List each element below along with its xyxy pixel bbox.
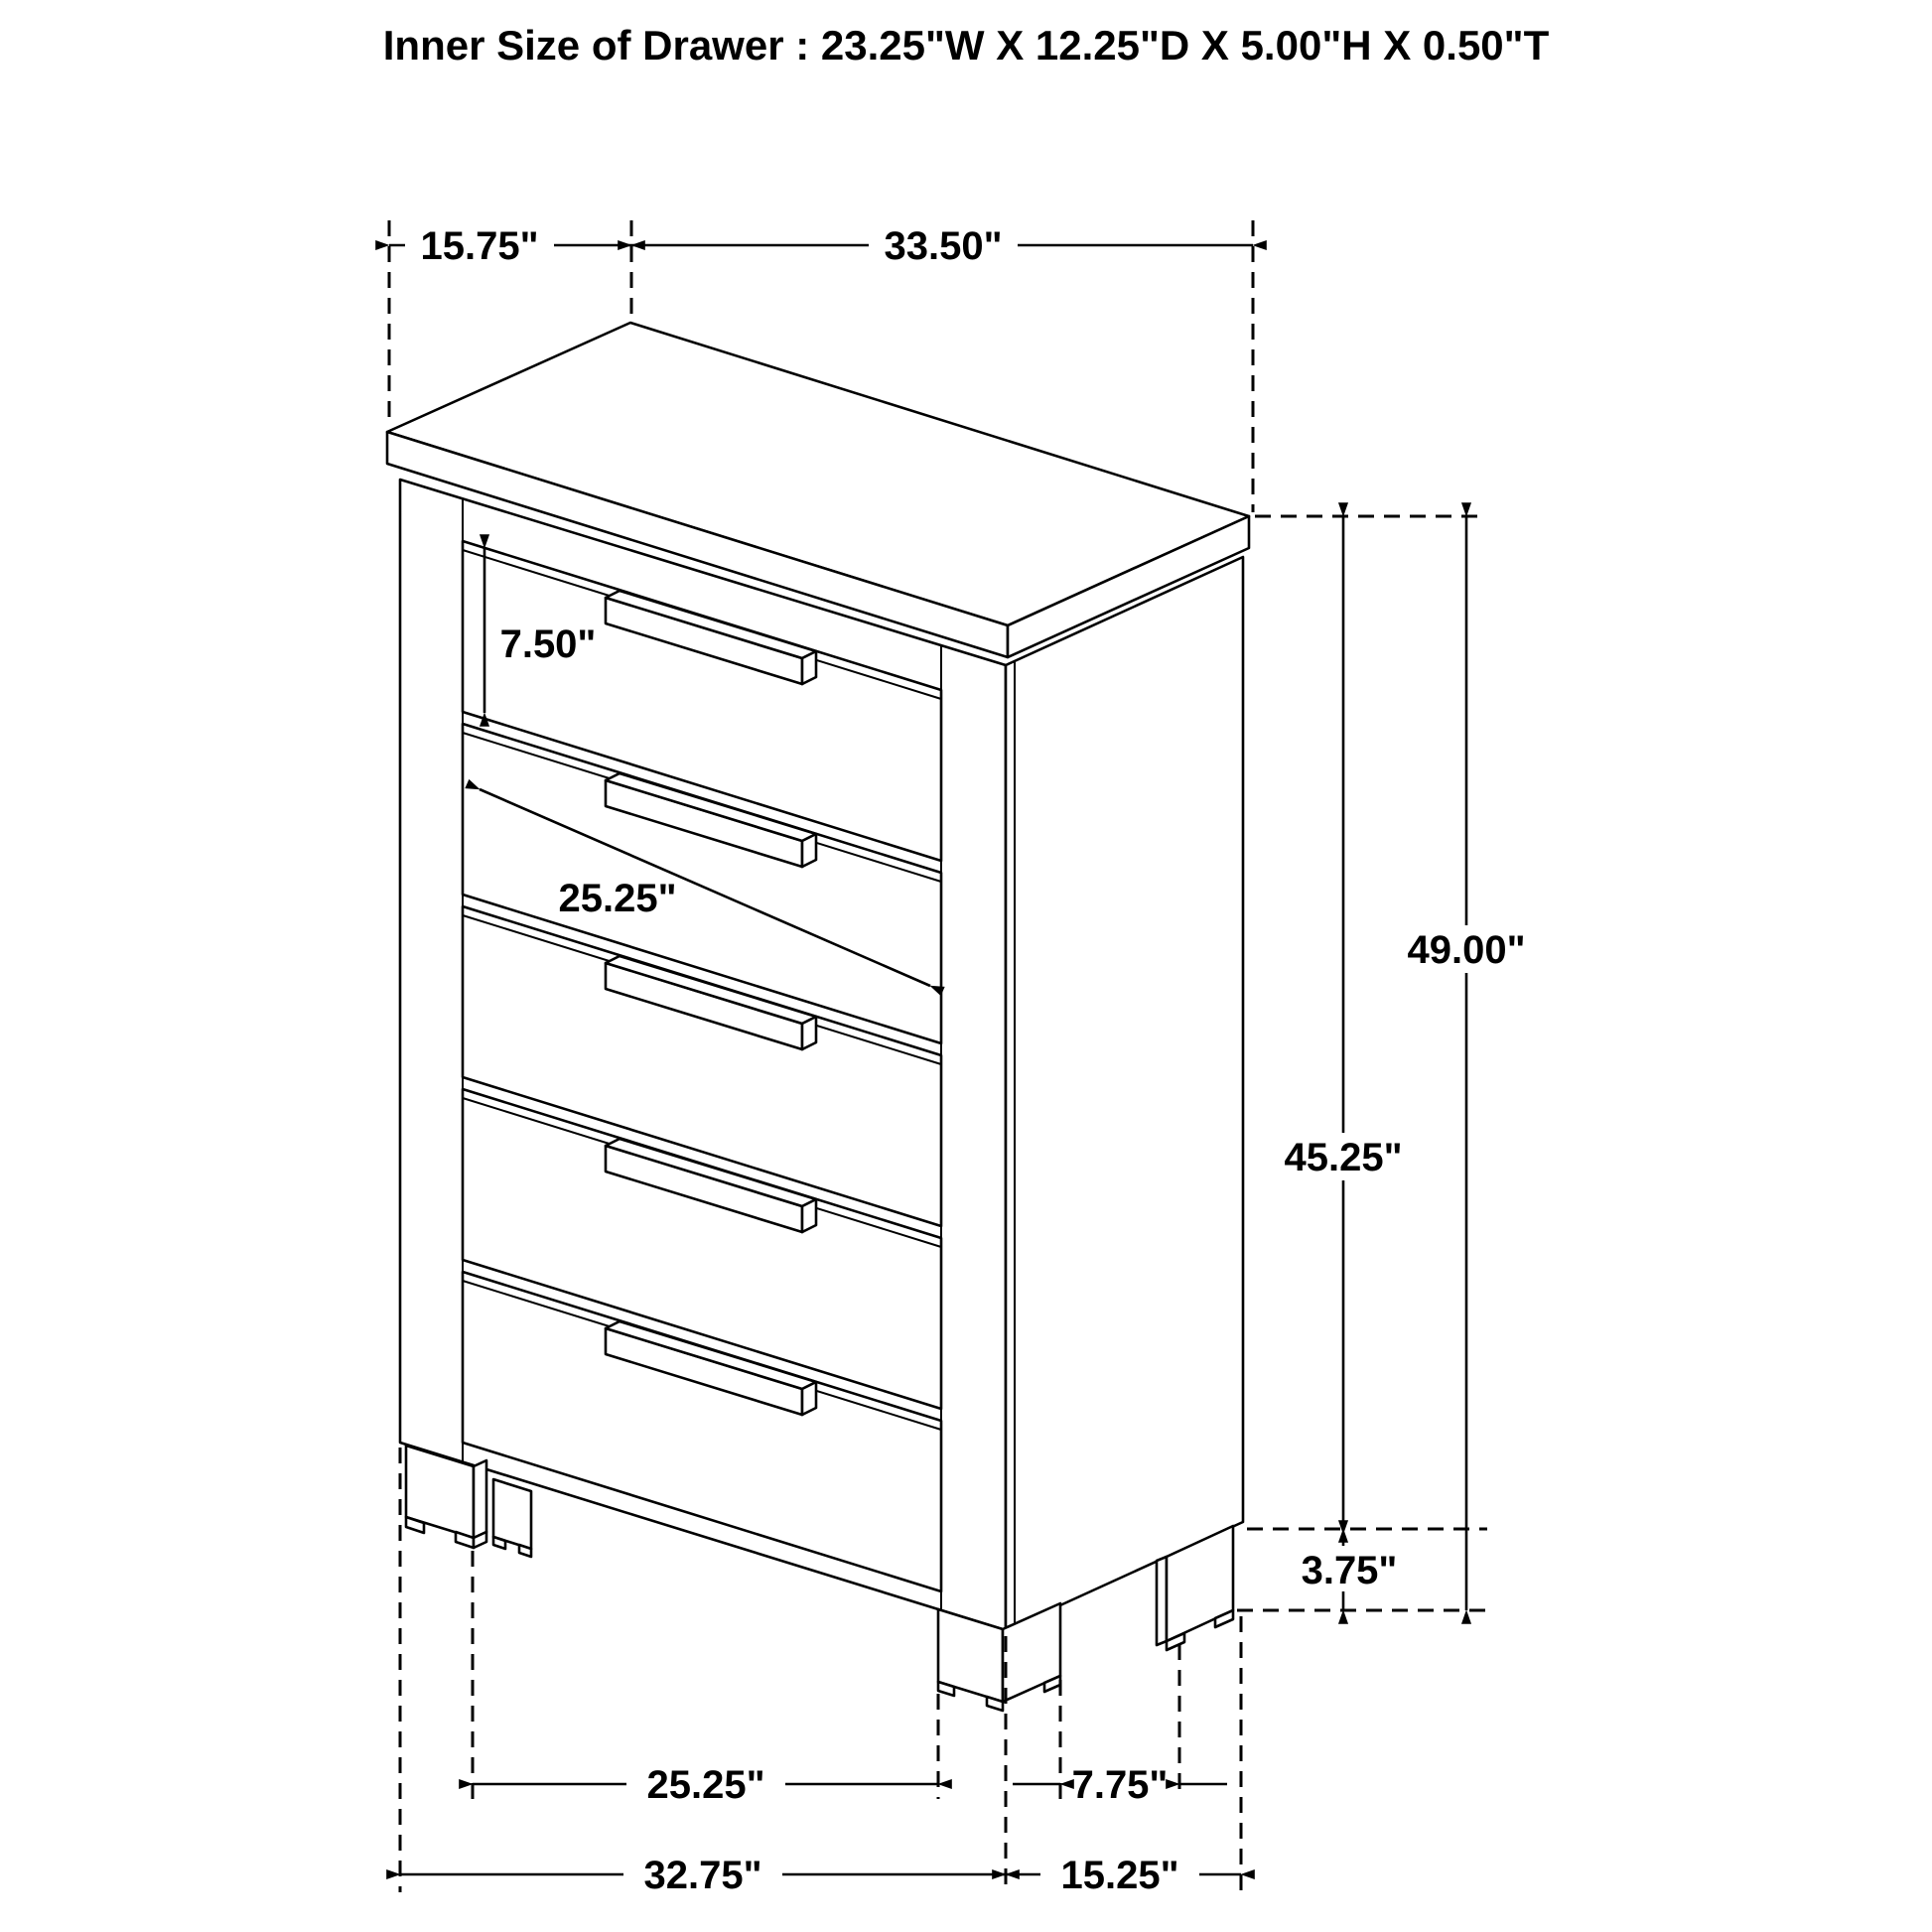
dim-label-overall-width: 32.75" <box>643 1854 762 1897</box>
dim-label-top-depth: 15.75" <box>420 224 539 268</box>
leg-back-left <box>493 1479 531 1557</box>
dim-label-side-leg-gap: 7.75" <box>1071 1763 1169 1807</box>
chest-side-panel <box>1006 557 1243 1630</box>
page-title: Inner Size of Drawer : 23.25"W X 12.25"D X 5.00"H X 0.50"T <box>382 22 1550 69</box>
dim-label-drawer-width: 25.25" <box>558 877 677 920</box>
dim-label-front-leg-span: 25.25" <box>646 1763 765 1807</box>
chest-drawing <box>387 323 1249 1711</box>
dim-label-top-width: 33.50" <box>884 224 1003 268</box>
dim-label-leg-height: 3.75" <box>1301 1549 1398 1592</box>
dim-label-total-height: 49.00" <box>1407 928 1526 972</box>
dim-label-drawer-height: 7.50" <box>499 622 597 666</box>
dim-label-carcass-height: 45.25" <box>1284 1136 1403 1179</box>
dim-label-overall-depth: 15.25" <box>1060 1854 1179 1897</box>
